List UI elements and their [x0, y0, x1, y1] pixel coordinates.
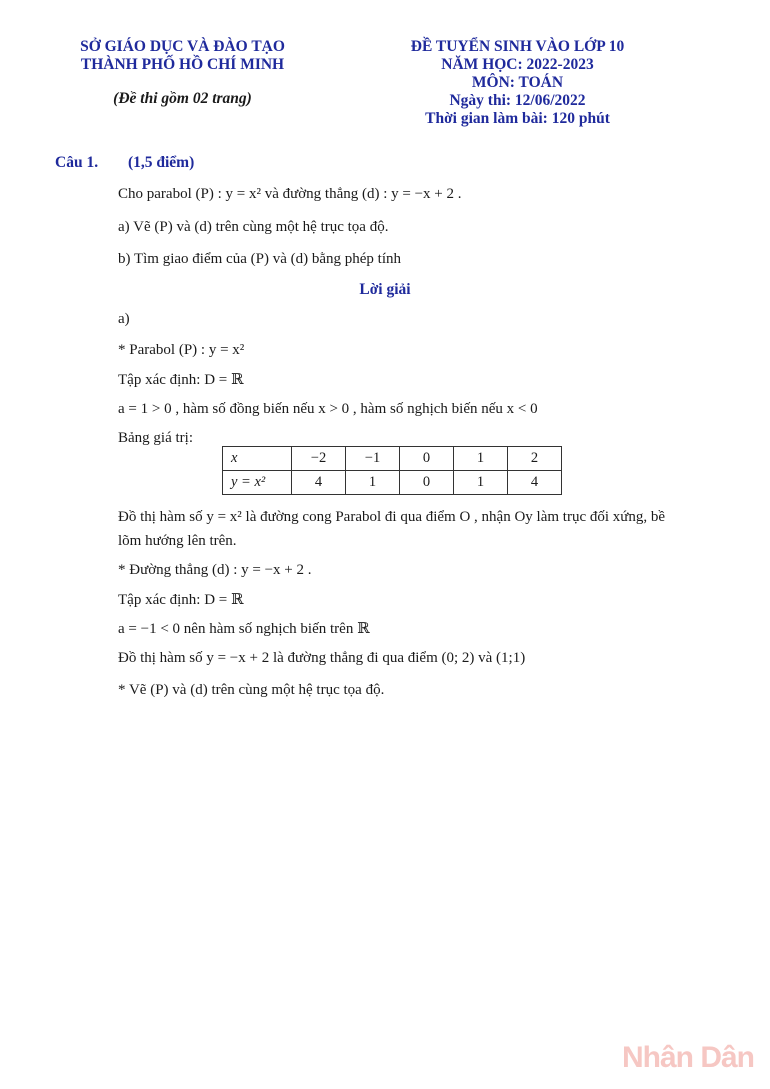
table-cell: 1 — [454, 447, 508, 471]
exam-duration: Thời gian làm bài: 120 phút — [425, 110, 610, 127]
line-domain: Tập xác định: D = ℝ — [118, 592, 244, 608]
table-cell: −1 — [346, 447, 400, 471]
solution-title: Lời giải — [359, 281, 411, 298]
line-monotonicity: a = −1 < 0 nên hàm số nghịch biến trên ℝ — [118, 621, 370, 637]
page-count-note: (Đề thi gồm 02 trang) — [113, 90, 252, 107]
table-cell: 1 — [346, 471, 400, 495]
nhan-dan-watermark: Nhân Dân — [621, 1041, 754, 1074]
parabol-domain: Tập xác định: D = ℝ — [118, 372, 244, 388]
table-cell: 0 — [400, 447, 454, 471]
table-row — [223, 471, 562, 495]
solution-part-a-label: a) — [118, 311, 130, 327]
header-left — [50, 38, 315, 108]
table-caption: Bảng giá trị: — [118, 430, 193, 446]
line-graph-description: Đồ thị hàm số y = −x + 2 là đường thẳng đi qua điểm (0; 2) và (1;1) — [118, 650, 526, 666]
table-cell: 4 — [508, 471, 562, 495]
value-table — [222, 446, 562, 495]
table-cell: 2 — [508, 447, 562, 471]
exam-date: Ngày thi: 12/06/2022 — [449, 92, 586, 109]
table-row — [223, 447, 562, 471]
draw-note: * Vẽ (P) và (d) trên cùng một hệ trục tọa độ. — [118, 682, 385, 698]
table-cell: 4 — [292, 471, 346, 495]
table-header-y: y = x² — [223, 471, 292, 495]
exam-title: ĐỀ TUYỂN SINH VÀO LỚP 10 — [410, 38, 625, 55]
city-name: THÀNH PHỐ HỒ CHÍ MINH — [80, 56, 285, 73]
parabol-graph-description: Đồ thị hàm số y = x² là đường cong Parabol đi qua điểm O , nhận Oy làm trục đối xứng, bề — [118, 509, 666, 525]
question-prompt: Cho parabol (P) : y = x² và đường thẳng (d) : y = −x + 2 . — [118, 186, 462, 202]
school-year: NĂM HỌC: 2022-2023 — [441, 56, 594, 73]
table-cell: 1 — [454, 471, 508, 495]
line-heading: * Đường thẳng (d) : y = −x + 2 . — [118, 562, 312, 578]
header-right — [385, 38, 650, 128]
subject: MÔN: TOÁN — [471, 74, 564, 91]
table-cell: −2 — [292, 447, 346, 471]
department-name: SỞ GIÁO DỤC VÀ ĐÀO TẠO — [80, 38, 285, 55]
question-label: Câu 1. — [55, 154, 99, 171]
parabol-monotonicity: a = 1 > 0 , hàm số đồng biến nếu x > 0 , hàm số nghịch biến nếu x < 0 — [118, 401, 538, 417]
parabol-graph-description-cont: lõm hướng lên trên. — [118, 533, 237, 549]
table-header-x: x — [223, 447, 292, 471]
question-points: (1,5 điểm) — [127, 154, 195, 171]
question-heading — [55, 154, 194, 172]
parabol-heading: * Parabol (P) : y = x² — [118, 342, 245, 358]
table-cell: 0 — [400, 471, 454, 495]
question-part-b: b) Tìm giao điểm của (P) và (d) bằng phép tính — [118, 251, 401, 267]
question-part-a: a) Vẽ (P) và (d) trên cùng một hệ trục tọa độ. — [118, 219, 389, 235]
